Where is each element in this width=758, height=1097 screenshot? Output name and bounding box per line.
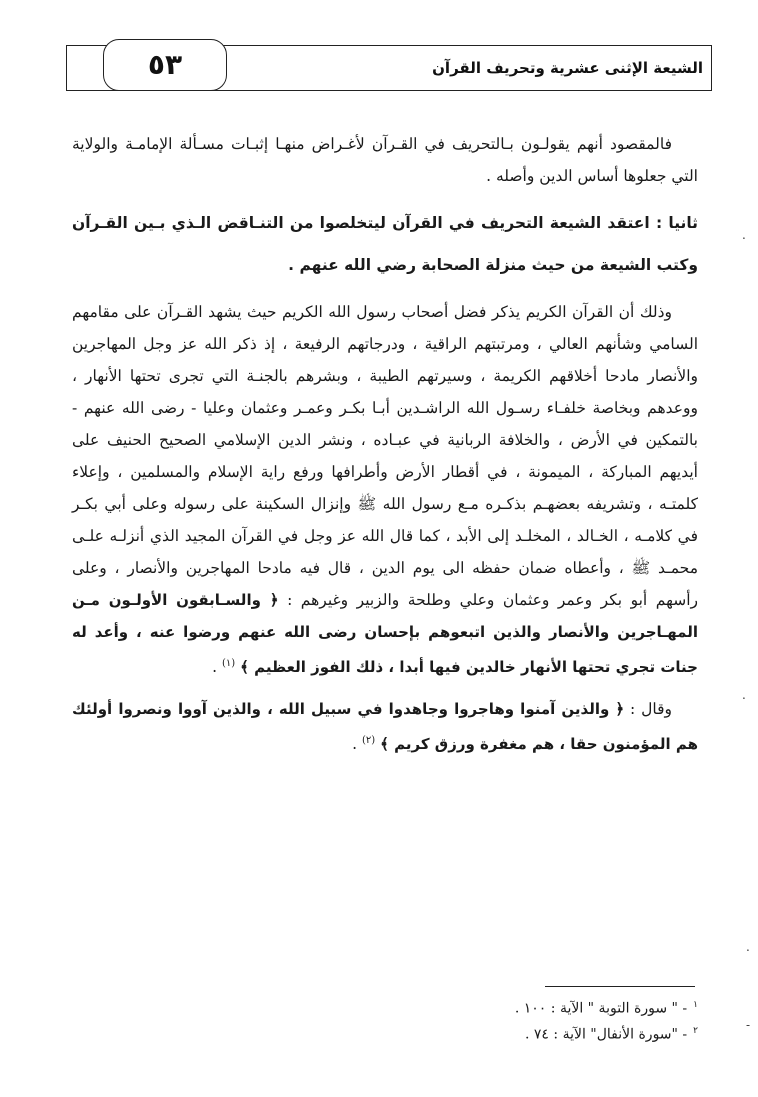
footnote-number: ٢ [693, 1025, 698, 1036]
paragraph-end: . [352, 735, 362, 754]
footnote-ref-1[interactable]: (١) [221, 658, 236, 669]
margin-mark: - [746, 1018, 751, 1032]
footnote-ref-2[interactable]: (٢) [362, 735, 376, 747]
footnote-text: - " سورة التوبة " الآية : ١٠٠ . [514, 1000, 688, 1017]
running-title: الشيعة الإثنى عشرية وتحريف القرآن [432, 59, 703, 77]
footnote-text: - "سورة الأنفال" الآية : ٧٤ . [525, 1026, 688, 1043]
page-number: ٥٣ [103, 39, 227, 91]
margin-mark: . [742, 228, 746, 242]
paragraph-companions [72, 296, 698, 683]
page-body [72, 128, 698, 760]
paragraph-intro-text: فالمقصود أنهم يقولـون بـالتحريف في القـرآن لأغـراض منهـا إثبـات مسـألة الإمامـة والولاية التي جعلوها أساس الدين وأصله . [72, 135, 698, 185]
paragraph-quote-2 [72, 693, 698, 760]
footnotes [420, 994, 698, 1045]
quran-quote-2: ﴿ والذين آمنوا وهاجروا وجاهدوا في سبيل الله ، والذين آووا ونصروا أولئك هم المؤمنون حقا ، هم مغفرة ورزق كريم ﴾ [72, 700, 698, 754]
footnote-2 [420, 1020, 698, 1046]
footnote-1 [420, 994, 698, 1020]
section-heading [72, 202, 698, 286]
footnote-divider [545, 986, 695, 987]
paragraph-end: . [212, 658, 222, 677]
footnote-number: ١ [693, 1000, 698, 1010]
paragraph-quote-2-intro: وقال : [624, 700, 672, 719]
margin-mark: . [746, 940, 750, 954]
quran-quote-1: ﴿ والسـابقون الأولـون مـن المهـاجرين والأنصار والذين اتبعوهم بإحسان رضى الله عنهم ورضوا عنه ، وأعد له جنات تجري تحتها الأنهار خالدين فيها أبدا ، ذلك الفوز العظيم ﴾ [72, 591, 698, 677]
section-heading-text: ثانيا : اعتقد الشيعة التحريف في القرآن ليتخلصوا من التنـاقض الـذي بـين القـرآن وكتب الشيعة من حيث منزلة الصحابة رضي الله عنهم . [72, 214, 698, 274]
page-header [66, 45, 712, 91]
paragraph-companions-text: وذلك أن القرآن الكريم يذكر فضل أصحاب رسول الله الكريم حيث يشهد القـرآن على مقامهم السامي وشأنهم العالي ، ومرتبتهم الراقية ، ودرجاتهم الرفيعة ، إذ ذكر الله عز وجل المهاجرين والأنصار مادحا أخلاقهم الكريمة ، وسيرتهم الطيبة ، وبشرهم بالجنـة التي تجرى تحتها الأنهار ، ووعدهم وبخاصة خلفـاء رسـول الله الراشـدين أبـا بكـر وعمـر وعثمان وعليا - رضى الله عنهم - بالتمكين في الأرض ، والخلافة الربانية في عبـاده ، ونشر الدين الإسلامي الصحيح الحنيف على أيديهم المباركة ، الميمونة ، في أقطار الأرض وأطرافها ورفع راية الإسلام والمسلمين ، وإعلاء كلمتـه ، وتشريفه بعضهـم بذكـره مـع رسول الله ﷺ وإنزال السكينة على رسوله وعلى أبي بكـر في كلامـه ، الخـالد ، المخلـد إلى الأبد ، كما قال الله عز وجل في القرآن المجيد الذي أنزلـه علـى محمـد ﷺ ، وأعطاه ضمان حفظه الى يوم الدين ، قال فيه مادحا المهاجرين والأنصار ، وعلى رأسهم أبو بكر وعمر وعثمان وعلي وطلحة والزبير وغيرهم : [72, 303, 698, 609]
paragraph-intro [72, 128, 698, 192]
margin-mark: . [742, 688, 746, 702]
